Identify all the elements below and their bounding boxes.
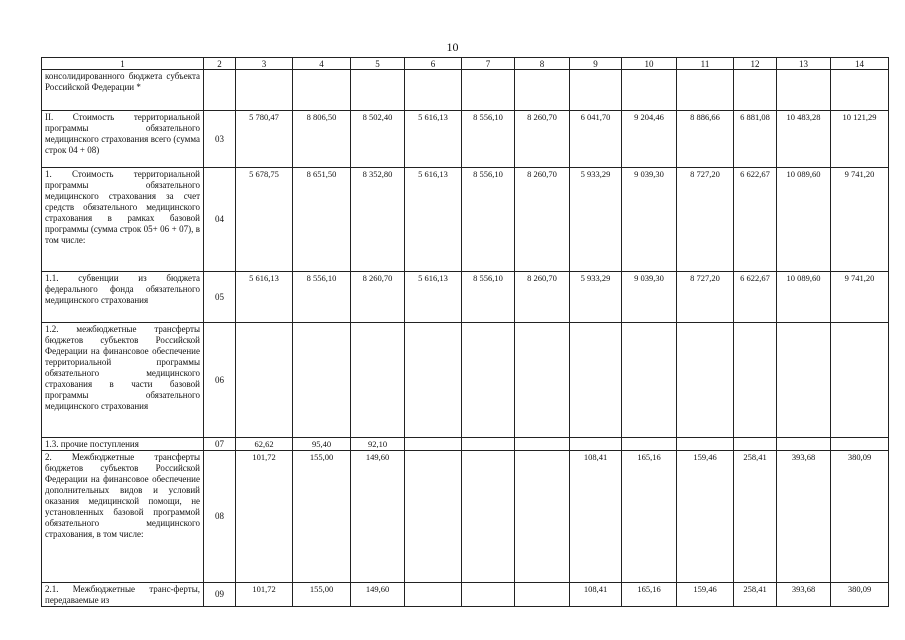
value-cell-col-12: 258,41 bbox=[734, 451, 777, 583]
value-cell-col-4: 8 556,10 bbox=[293, 272, 351, 323]
value-cell-col-3: 101,72 bbox=[236, 451, 293, 583]
value-cell-col-12: 258,41 bbox=[734, 583, 777, 607]
value-cell-col-13 bbox=[777, 438, 831, 451]
table-row bbox=[42, 583, 889, 607]
value-cell-col-9: 108,41 bbox=[570, 451, 622, 583]
value-cell-col-4: 95,40 bbox=[293, 438, 351, 451]
table-row bbox=[42, 272, 889, 323]
row-code: 09 bbox=[204, 583, 236, 607]
value-cell-col-8 bbox=[515, 583, 570, 607]
value-cell-col-14: 10 121,29 bbox=[831, 111, 889, 168]
table-row bbox=[42, 323, 889, 438]
column-header-7: 7 bbox=[462, 58, 515, 70]
value-cell-col-3: 5 616,13 bbox=[236, 272, 293, 323]
value-cell-col-5: 149,60 bbox=[351, 583, 405, 607]
value-cell-col-11: 8 727,20 bbox=[677, 272, 734, 323]
value-cell-col-14: 9 741,20 bbox=[831, 168, 889, 272]
value-cell-col-14: 380,09 bbox=[831, 583, 889, 607]
value-cell-col-10: 9 039,30 bbox=[622, 168, 677, 272]
value-cell-col-6: 5 616,13 bbox=[405, 111, 462, 168]
value-cell-col-7: 8 556,10 bbox=[462, 111, 515, 168]
value-cell-col-7 bbox=[462, 438, 515, 451]
value-cell-col-10: 9 039,30 bbox=[622, 272, 677, 323]
value-cell-col-11 bbox=[677, 438, 734, 451]
value-cell-col-7: 8 556,10 bbox=[462, 168, 515, 272]
value-cell-col-9 bbox=[570, 323, 622, 438]
column-header-9: 9 bbox=[570, 58, 622, 70]
column-header-1: 1 bbox=[42, 58, 204, 70]
value-cell-col-7 bbox=[462, 323, 515, 438]
value-cell-col-12: 6 881,08 bbox=[734, 111, 777, 168]
value-cell-col-5: 8 352,80 bbox=[351, 168, 405, 272]
value-cell-col-4: 155,00 bbox=[293, 451, 351, 583]
value-cell-col-6: 5 616,13 bbox=[405, 168, 462, 272]
value-cell-col-6 bbox=[405, 323, 462, 438]
value-cell-col-11 bbox=[677, 323, 734, 438]
value-cell-col-5 bbox=[351, 70, 405, 111]
value-cell-col-3 bbox=[236, 70, 293, 111]
row-code: 08 bbox=[204, 451, 236, 583]
value-cell-col-5 bbox=[351, 323, 405, 438]
value-cell-col-14 bbox=[831, 438, 889, 451]
value-cell-col-6 bbox=[405, 438, 462, 451]
value-cell-col-9: 108,41 bbox=[570, 583, 622, 607]
value-cell-col-5: 92,10 bbox=[351, 438, 405, 451]
value-cell-col-7 bbox=[462, 70, 515, 111]
value-cell-col-4: 8 651,50 bbox=[293, 168, 351, 272]
value-cell-col-4: 155,00 bbox=[293, 583, 351, 607]
value-cell-col-9: 6 041,70 bbox=[570, 111, 622, 168]
value-cell-col-9 bbox=[570, 70, 622, 111]
value-cell-col-12: 6 622,67 bbox=[734, 272, 777, 323]
value-cell-col-10: 165,16 bbox=[622, 451, 677, 583]
table-row bbox=[42, 438, 889, 451]
value-cell-col-8 bbox=[515, 451, 570, 583]
column-header-10: 10 bbox=[622, 58, 677, 70]
column-header-8: 8 bbox=[515, 58, 570, 70]
table-row bbox=[42, 168, 889, 272]
value-cell-col-12 bbox=[734, 323, 777, 438]
row-code: 06 bbox=[204, 323, 236, 438]
column-header-5: 5 bbox=[351, 58, 405, 70]
table-row bbox=[42, 451, 889, 583]
value-cell-col-6: 5 616,13 bbox=[405, 272, 462, 323]
value-cell-col-14: 380,09 bbox=[831, 451, 889, 583]
row-code: 04 bbox=[204, 168, 236, 272]
value-cell-col-8: 8 260,70 bbox=[515, 272, 570, 323]
value-cell-col-13: 10 483,28 bbox=[777, 111, 831, 168]
value-cell-col-10 bbox=[622, 70, 677, 111]
column-header-3: 3 bbox=[236, 58, 293, 70]
row-label: 2. Межбюджетные трансферты бюджетов субъектов Российской Федерации на финансовое обеспечение дополнительных видов и условий оказания медицинской помощи, не установленных базовой программой обязательного медицинского страхования, в том числе: bbox=[42, 451, 204, 583]
value-cell-col-11 bbox=[677, 70, 734, 111]
row-label: 2.1. Межбюджетные транс-ферты, передаваемые из bbox=[42, 583, 204, 607]
value-cell-col-12: 6 622,67 bbox=[734, 168, 777, 272]
value-cell-col-3: 5 678,75 bbox=[236, 168, 293, 272]
value-cell-col-8: 8 260,70 bbox=[515, 168, 570, 272]
value-cell-col-3: 62,62 bbox=[236, 438, 293, 451]
value-cell-col-13 bbox=[777, 70, 831, 111]
column-header-12: 12 bbox=[734, 58, 777, 70]
value-cell-col-3 bbox=[236, 323, 293, 438]
value-cell-col-6 bbox=[405, 583, 462, 607]
value-cell-col-13: 10 089,60 bbox=[777, 168, 831, 272]
value-cell-col-14 bbox=[831, 70, 889, 111]
value-cell-col-12 bbox=[734, 70, 777, 111]
value-cell-col-10: 165,16 bbox=[622, 583, 677, 607]
column-header-13: 13 bbox=[777, 58, 831, 70]
value-cell-col-13 bbox=[777, 323, 831, 438]
row-label: 1.2. межбюджетные трансферты бюджетов субъектов Российской Федерации на финансовое обеспечение территориальной программы обязательного медицинского страхования в части базовой программы обязательного медицинского страхования bbox=[42, 323, 204, 438]
value-cell-col-11: 8 886,66 bbox=[677, 111, 734, 168]
value-cell-col-13: 393,68 bbox=[777, 451, 831, 583]
value-cell-col-5: 8 502,40 bbox=[351, 111, 405, 168]
column-header-4: 4 bbox=[293, 58, 351, 70]
value-cell-col-4 bbox=[293, 323, 351, 438]
value-cell-col-4: 8 806,50 bbox=[293, 111, 351, 168]
value-cell-col-7: 8 556,10 bbox=[462, 272, 515, 323]
value-cell-col-10 bbox=[622, 438, 677, 451]
value-cell-col-5: 149,60 bbox=[351, 451, 405, 583]
value-cell-col-13: 10 089,60 bbox=[777, 272, 831, 323]
row-code: 07 bbox=[204, 438, 236, 451]
column-header-row bbox=[42, 58, 889, 70]
value-cell-col-3: 101,72 bbox=[236, 583, 293, 607]
value-cell-col-9: 5 933,29 bbox=[570, 168, 622, 272]
value-cell-col-14: 9 741,20 bbox=[831, 272, 889, 323]
value-cell-col-8 bbox=[515, 323, 570, 438]
financing-table bbox=[41, 57, 889, 607]
row-label: консолидированного бюджета субъекта Российской Федерации * bbox=[42, 70, 204, 111]
value-cell-col-11: 159,46 bbox=[677, 583, 734, 607]
row-label: 1. Стоимость территориальной программы обязательного медицинского страхования за счет средств обязательного медицинского страхования в рамках базовой программы (сумма строк 05+ 06 + 07), в том числе: bbox=[42, 168, 204, 272]
row-code bbox=[204, 70, 236, 111]
value-cell-col-9 bbox=[570, 438, 622, 451]
value-cell-col-7 bbox=[462, 583, 515, 607]
column-header-6: 6 bbox=[405, 58, 462, 70]
value-cell-col-14 bbox=[831, 323, 889, 438]
row-code: 05 bbox=[204, 272, 236, 323]
value-cell-col-5: 8 260,70 bbox=[351, 272, 405, 323]
row-label: II. Стоимость территориальной программы обязательного медицинского страхования всего (сумма строк 04 + 08) bbox=[42, 111, 204, 168]
value-cell-col-10 bbox=[622, 323, 677, 438]
value-cell-col-6 bbox=[405, 70, 462, 111]
value-cell-col-8 bbox=[515, 70, 570, 111]
column-header-14: 14 bbox=[831, 58, 889, 70]
value-cell-col-11: 8 727,20 bbox=[677, 168, 734, 272]
value-cell-col-11: 159,46 bbox=[677, 451, 734, 583]
value-cell-col-6 bbox=[405, 451, 462, 583]
row-code: 03 bbox=[204, 111, 236, 168]
column-header-11: 11 bbox=[677, 58, 734, 70]
column-header-2: 2 bbox=[204, 58, 236, 70]
value-cell-col-8 bbox=[515, 438, 570, 451]
value-cell-col-8: 8 260,70 bbox=[515, 111, 570, 168]
table-row bbox=[42, 70, 889, 111]
value-cell-col-10: 9 204,46 bbox=[622, 111, 677, 168]
value-cell-col-12 bbox=[734, 438, 777, 451]
value-cell-col-4 bbox=[293, 70, 351, 111]
row-label: 1.3. прочие поступления bbox=[42, 438, 204, 451]
page-number: 10 bbox=[446, 40, 459, 54]
row-label: 1.1. субвенции из бюджета федерального фонда обязательного медицинского страхования bbox=[42, 272, 204, 323]
value-cell-col-9: 5 933,29 bbox=[570, 272, 622, 323]
value-cell-col-13: 393,68 bbox=[777, 583, 831, 607]
table-row bbox=[42, 111, 889, 168]
value-cell-col-7 bbox=[462, 451, 515, 583]
value-cell-col-3: 5 780,47 bbox=[236, 111, 293, 168]
